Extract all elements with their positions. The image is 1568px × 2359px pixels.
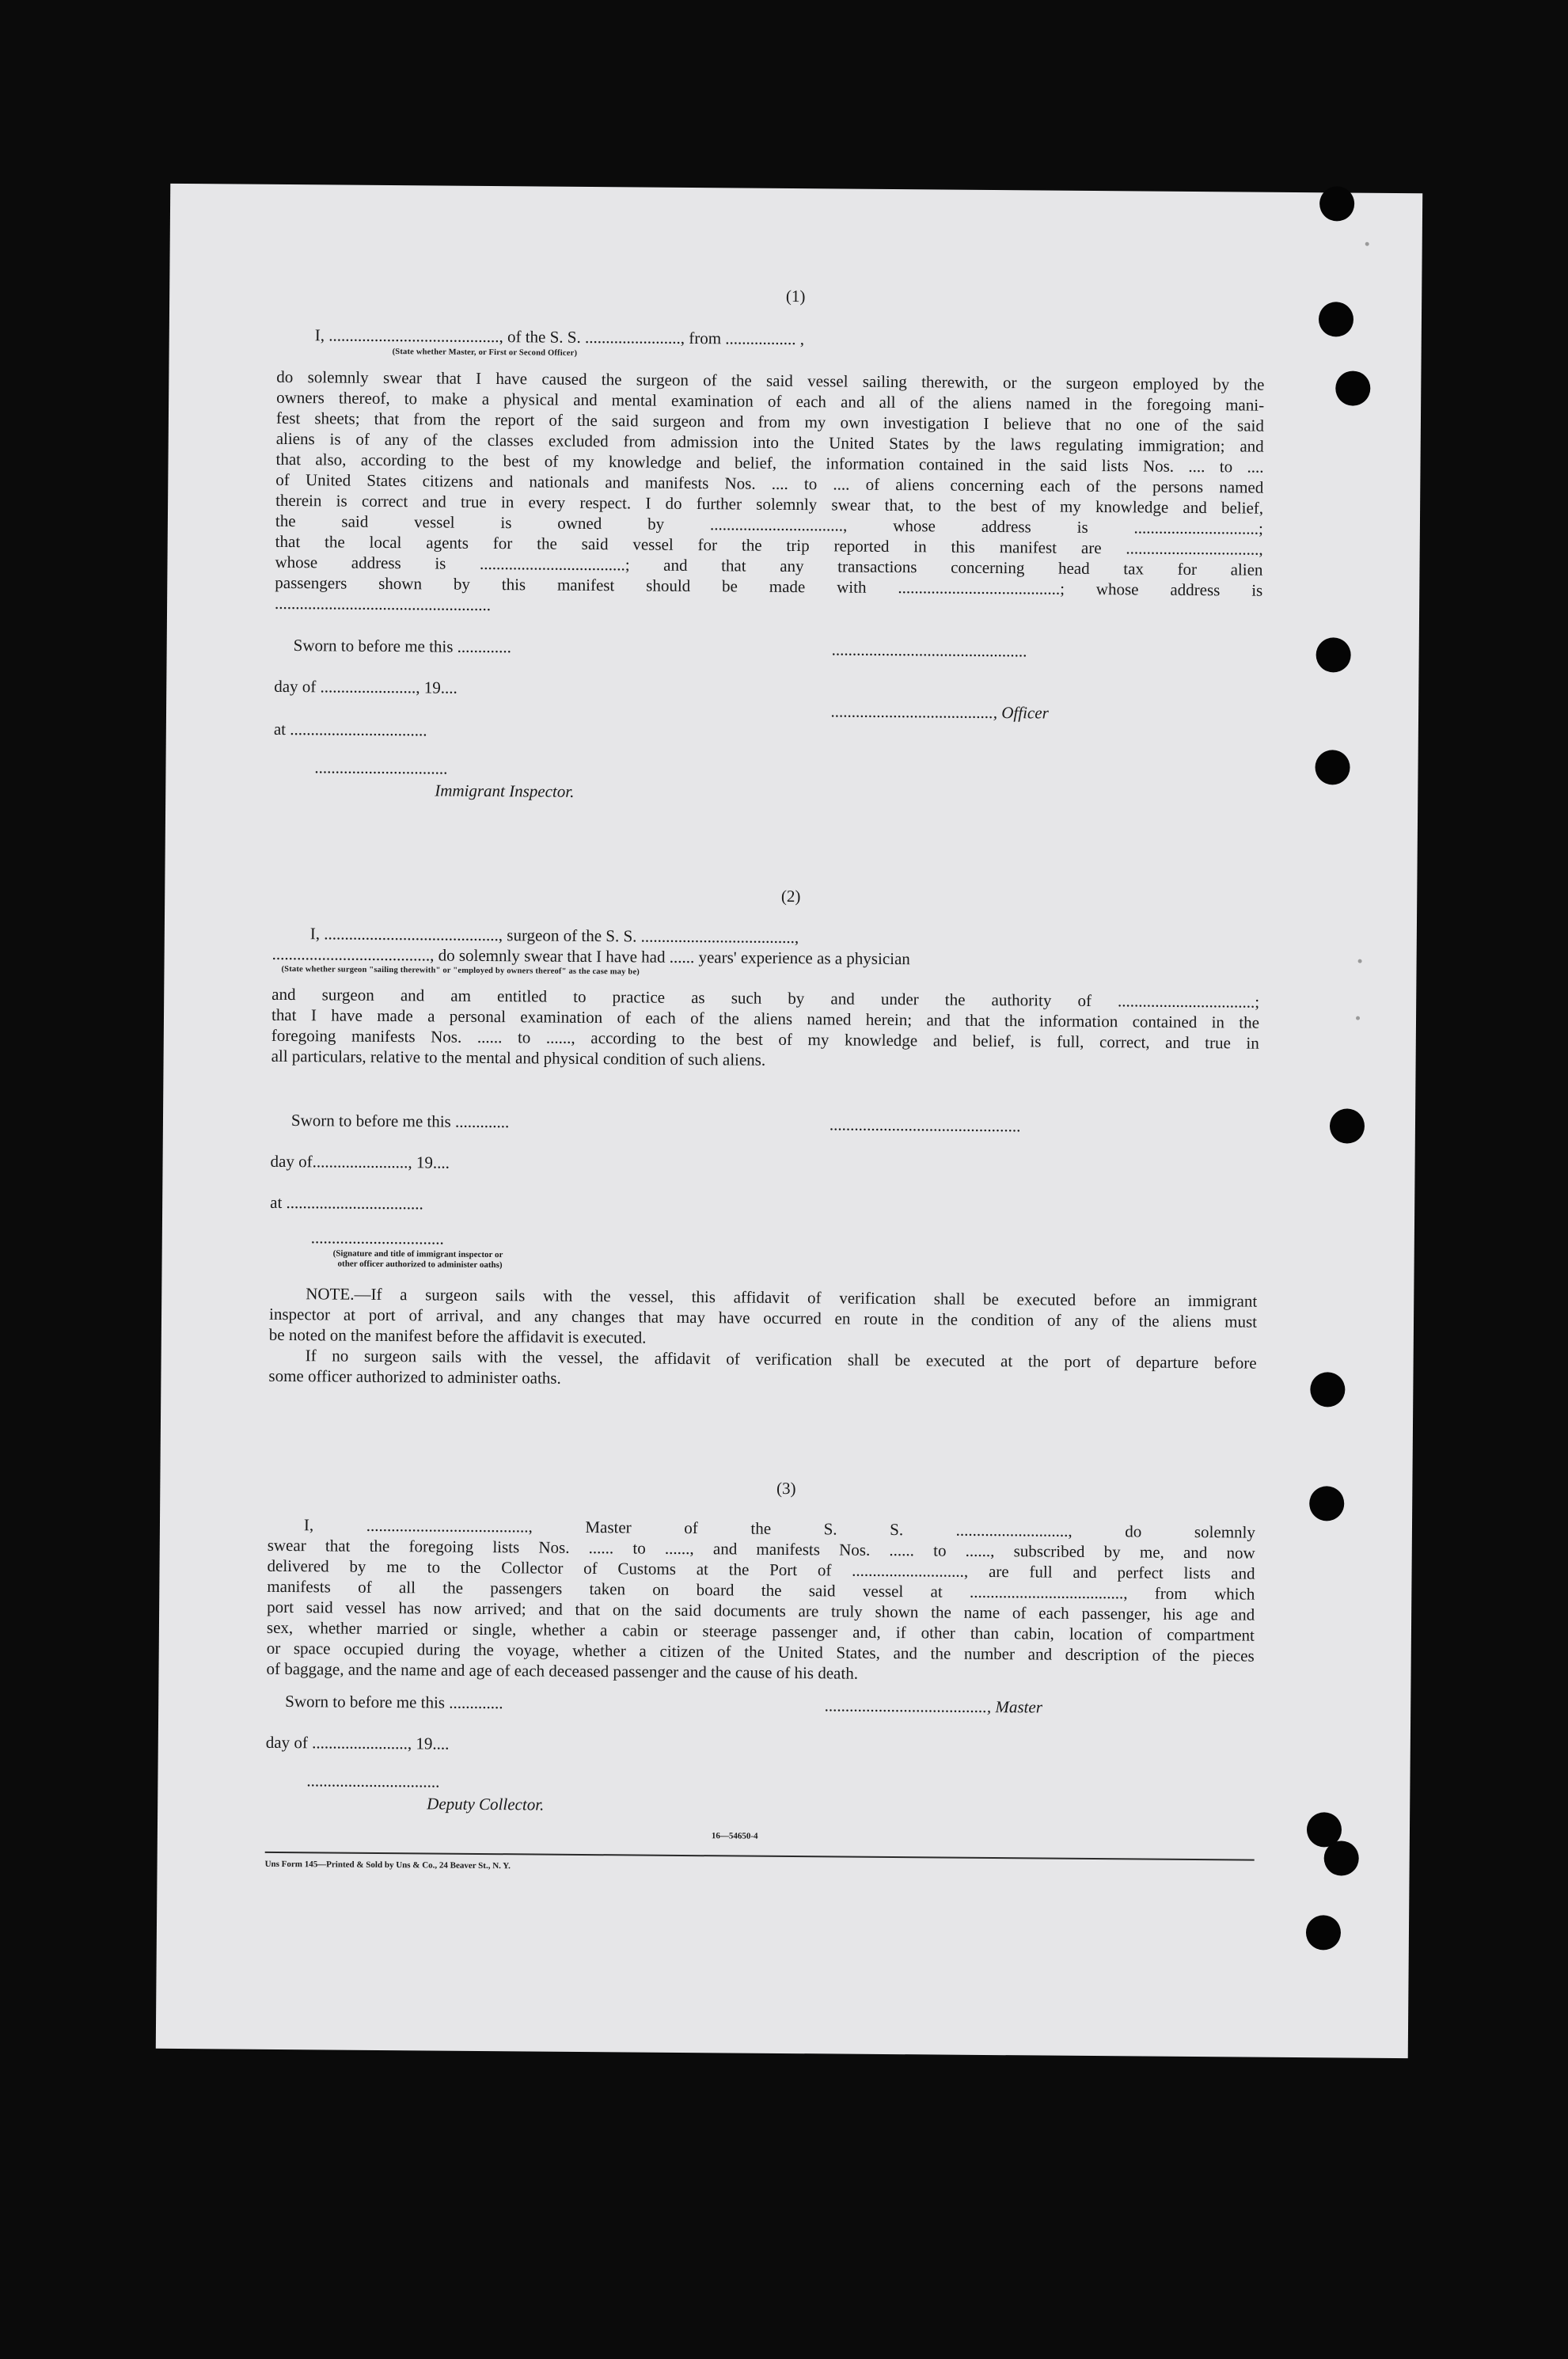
- sworn-line: Sworn to before me this .............: [285, 1692, 503, 1713]
- field-note: (State whether Master, or First or Second Officer): [392, 348, 578, 358]
- signature-dots: ................................: [314, 758, 448, 778]
- sworn-line: Sworn to before me this .............: [290, 1111, 510, 1132]
- deputy-collector-label: Deputy Collector.: [427, 1794, 545, 1814]
- paper-speck: [1356, 1016, 1360, 1020]
- paragraph-line: or space occupied during the voyage, whether a citizen of the United States, and the number and description of the pieces: [266, 1638, 1255, 1666]
- paragraph-line: aliens is of any of the classes excluded from admission into the United States by the laws regulating immigration; and: [275, 428, 1264, 456]
- paragraph-line: swear that the foregoing lists Nos. ...... to ......, and manifests Nos. ...... to ......, subscribed by me, and now: [267, 1535, 1255, 1563]
- paragraph-line: delivered by me to the Collector of Customs at the Port of ..........................., are full and perfect lists and: [267, 1556, 1255, 1583]
- punch-hole: [1316, 637, 1350, 672]
- paragraph-line: the said vessel is owned by ................................, whose address is ..............................;: [275, 511, 1263, 538]
- oath-paragraph: [275, 367, 1264, 621]
- paragraph-line: therein is correct and true in every respect. I do further solemnly swear that, to the best of my knowledge and belief,: [275, 490, 1264, 518]
- paragraph-line: NOTE.—If a surgeon sails with the vessel, this affidavit of verification shall be executed before an immigrant: [306, 1284, 1258, 1311]
- punch-hole: [1330, 1108, 1365, 1143]
- officer-line: ......................................., Officer: [830, 701, 1049, 723]
- day-line: day of ......................., 19....: [265, 1732, 450, 1753]
- section-number: (1): [785, 286, 806, 306]
- paragraph-line: do solemnly swear that I have caused the surgeon of the said vessel sailing therewith, or the surgeon employed by the: [276, 367, 1265, 394]
- officer-signature-dots: ..............................................: [829, 1115, 1021, 1136]
- punch-hole: [1306, 1915, 1341, 1950]
- signature-dots: ................................: [306, 1771, 440, 1791]
- paragraph-line: I, ......................................., Master of the S. S. ..........................., do solemnly: [303, 1515, 1256, 1542]
- paragraph-line: that also, according to the best of my knowledge and belief, the information contained in the said lists Nos. .... to ....: [275, 449, 1264, 477]
- paper-speck: [1365, 242, 1369, 246]
- note-paragraph: [268, 1345, 1256, 1394]
- paragraph-line: ....................................................: [275, 593, 492, 615]
- paragraph-line: foregoing manifests Nos. ...... to ......, according to the best of my knowledge and belief, is full, correct, and true in: [271, 1025, 1259, 1053]
- paragraph-line: owners thereof, to make a physical and mental examination of each and all of the aliens named in the foregoing mani-: [276, 387, 1265, 415]
- note-paragraph: [269, 1283, 1258, 1353]
- section-number: (3): [776, 1478, 796, 1499]
- at-line: at .................................: [270, 1192, 423, 1214]
- paragraph-line: manifests of all the passengers taken on board the said vessel at ....................................., from which: [267, 1576, 1255, 1604]
- officer-signature-dots: ...............................................: [831, 640, 1027, 661]
- paragraph-line: some officer authorized to administer oaths.: [268, 1366, 561, 1388]
- section-number: (2): [780, 886, 801, 906]
- field-note: (State whether surgeon "sailing therewith" or "employed by owners thereof" as the case may be): [281, 964, 640, 977]
- master-line: ......................................., Master: [825, 1696, 1043, 1717]
- punch-hole: [1315, 750, 1350, 784]
- footer-rule: [265, 1852, 1255, 1861]
- punch-hole: [1324, 1840, 1359, 1875]
- day-line: day of ......................., 19....: [274, 676, 457, 697]
- form-page: [156, 184, 1422, 2058]
- paragraph-line: sex, whether married or single, whether a cabin or steerage passenger and, if other than cabin, location of compartment: [266, 1617, 1255, 1645]
- surgeon-experience-line: ......................................, do solemnly swear that I have had ...... years' experience as a physician: [271, 944, 910, 969]
- paragraph-line: that I have made a personal examination of each of the aliens named herein; and that the information contained in the: [271, 1005, 1260, 1032]
- paragraph-line: inspector at port of arrival, and any changes that may have occurred en route in the condition of any of the aliens must: [268, 1304, 1258, 1331]
- master-paragraph: [266, 1514, 1255, 1687]
- surgeon-line: I, .........................................., surgeon of the S. S. .....................................,: [309, 924, 799, 948]
- printer-imprint: Uns Form 145—Printed & Sold by Uns & Co., 24 Beaver St., N. Y.: [264, 1859, 511, 1871]
- signature-note: other officer authorized to administer oaths): [337, 1259, 503, 1271]
- paragraph-line: fest sheets; that from the report of the said surgeon and from my own investigation I believe that no one of the said: [275, 408, 1265, 435]
- paragraph-line: all particulars, relative to the mental and physical condition of such aliens.: [271, 1046, 766, 1069]
- immigrant-inspector-label: Immigrant Inspector.: [435, 781, 575, 801]
- surgeon-paragraph: [271, 984, 1260, 1074]
- form-code: 16—54650-4: [711, 1831, 758, 1841]
- paragraph-line: and surgeon and am entitled to practice as such by and under the authority of .................................;: [271, 984, 1260, 1012]
- paragraph-line: If no surgeon sails with the vessel, the affidavit of verification shall be executed at the port of departure before: [305, 1346, 1257, 1373]
- paragraph-line: whose address is ...................................; and that any transactions concerning head tax for alien: [275, 552, 1263, 579]
- paragraph-line: port said vessel has now arrived; and that on the said documents are truly shown the name of each passenger, his age and: [267, 1597, 1255, 1624]
- paper-speck: [1358, 959, 1362, 963]
- at-line: at .................................: [273, 719, 427, 740]
- paragraph-line: be noted on the manifest before the affidavit is executed.: [268, 1324, 647, 1347]
- paragraph-line: of baggage, and the name and age of each deceased passenger and the cause of his death.: [266, 1658, 859, 1683]
- paragraph-line: of United States citizens and nationals and manifests Nos. .... to .... of aliens concerning each of the persons named: [275, 469, 1264, 497]
- punch-hole: [1310, 1372, 1345, 1407]
- sworn-line: Sworn to before me this .............: [293, 636, 512, 657]
- declarant-line: I, ........................................., of the S. S. ......................., from ................. ,: [314, 325, 805, 349]
- paragraph-line: passengers shown by this manifest should be made with .......................................; whose address is: [275, 572, 1263, 600]
- signature-dots: ................................: [310, 1228, 444, 1248]
- day-line: day of......................., 19....: [270, 1151, 450, 1172]
- signature-note: (Signature and title of immigrant inspector or: [332, 1248, 503, 1260]
- punch-hole: [1335, 370, 1370, 405]
- punch-hole: [1319, 186, 1354, 221]
- paragraph-line: that the local agents for the said vessel for the trip reported in this manifest are ................................,: [275, 531, 1263, 559]
